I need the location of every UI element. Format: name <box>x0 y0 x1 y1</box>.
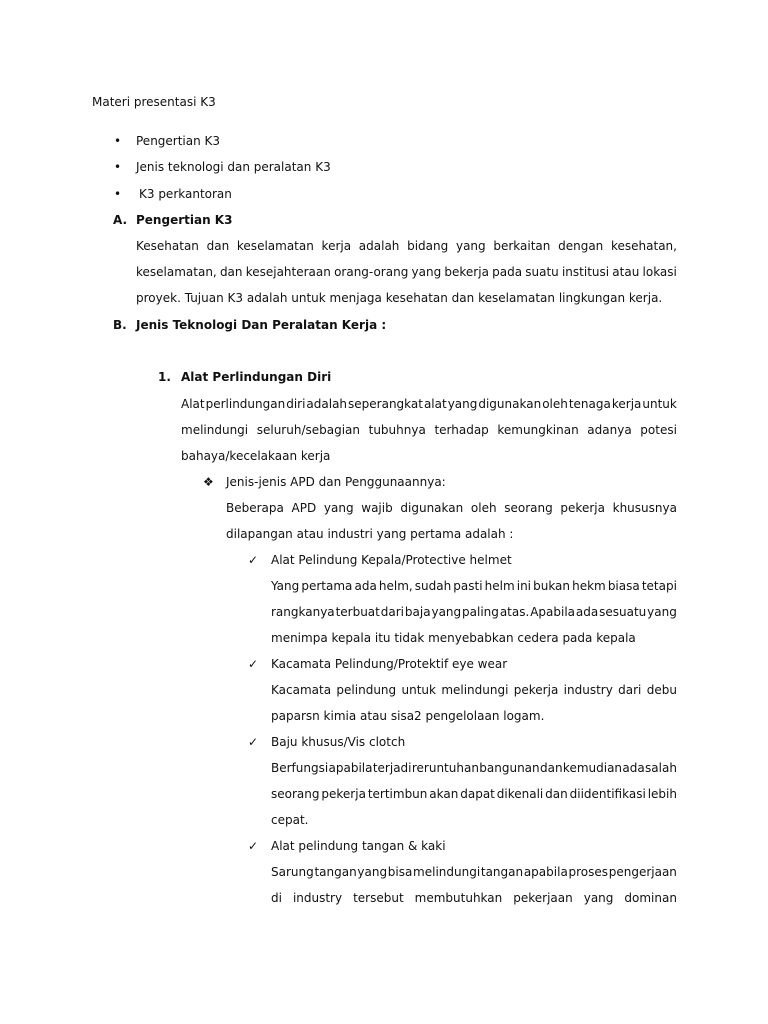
word: sudah <box>414 579 452 593</box>
word: yang <box>647 605 677 619</box>
paragraph-line <box>271 682 677 698</box>
paragraph-line <box>271 604 677 620</box>
word: pekerja <box>513 683 559 697</box>
word: lebih <box>647 787 677 801</box>
word: untuk <box>642 397 677 411</box>
paragraph-line <box>271 864 677 880</box>
word: orang-orang <box>334 265 409 279</box>
word: keselamatan, <box>136 265 217 279</box>
paragraph-line: bahaya/kecelakaan kerja <box>181 449 331 463</box>
word: seluruh/sebagian <box>256 423 361 437</box>
word: Kacamata <box>271 683 332 697</box>
word: untuk <box>401 683 436 697</box>
word: paling <box>462 605 499 619</box>
word: industry <box>563 683 613 697</box>
paragraph-line <box>226 500 677 516</box>
word: lokasi <box>642 265 677 279</box>
word: tenaga <box>568 397 611 411</box>
bullet-marker: • <box>114 160 122 174</box>
word: ada <box>354 579 377 593</box>
word: bisa <box>387 865 413 879</box>
word: atas. <box>499 605 530 619</box>
item-title: Baju khusus/Vis clotch <box>271 735 406 749</box>
word: proses <box>568 865 609 879</box>
word: reruntuhan <box>411 761 479 775</box>
word: tersebut <box>353 891 404 905</box>
word: berkaitan <box>493 239 551 253</box>
item-title: Alat pelindung tangan & kaki <box>271 839 446 853</box>
paragraph-line: cepat. <box>271 813 309 827</box>
outline-item-label: K3 perkantoran <box>139 187 232 201</box>
word: apabila <box>328 761 373 775</box>
word: dapat <box>460 787 495 801</box>
word: seorang <box>271 787 320 801</box>
word: pengerjaan <box>608 865 677 879</box>
word: apabila <box>523 865 568 879</box>
word: ada <box>622 761 645 775</box>
word: diidentifikasi <box>569 787 646 801</box>
word: pada <box>492 265 523 279</box>
word: yang <box>583 891 614 905</box>
paragraph-line <box>136 264 677 280</box>
word: hekm <box>572 579 606 593</box>
word: melindungi <box>441 683 509 697</box>
word: biasa <box>607 579 640 593</box>
word: tangan <box>314 865 357 879</box>
word: yang <box>411 265 442 279</box>
word: yang <box>357 865 388 879</box>
word: kemudian <box>562 761 623 775</box>
outline-item-label: Pengertian K3 <box>136 134 221 148</box>
word: wajib <box>361 501 393 515</box>
word: terhadap <box>434 423 489 437</box>
word: pekerja <box>321 787 366 801</box>
paragraph-line <box>271 578 677 594</box>
word: terbuat <box>335 605 380 619</box>
word: bangunan <box>479 761 540 775</box>
section-marker: B. <box>113 318 127 332</box>
word: helm, <box>378 579 413 593</box>
checkmark-icon: ✓ <box>248 735 259 749</box>
word: bukan <box>533 579 571 593</box>
word: suatu <box>525 265 559 279</box>
word: Kesehatan <box>136 239 199 253</box>
word: tubuhnya <box>368 423 426 437</box>
word: melindungi <box>181 423 249 437</box>
word: dengan <box>558 239 604 253</box>
word: dari <box>380 605 405 619</box>
word: tetapi <box>641 579 677 593</box>
paragraph-line <box>271 760 677 776</box>
word: dan <box>206 239 230 253</box>
document-title: Materi presentasi K3 <box>92 95 216 109</box>
paragraph-line <box>181 422 677 438</box>
word: pekerjaan <box>513 891 573 905</box>
word: sesuatu <box>599 605 647 619</box>
word: keselamatan <box>236 239 314 253</box>
section-heading: Jenis Teknologi Dan Peralatan Kerja : <box>136 318 387 332</box>
word: ini <box>516 579 532 593</box>
word: industry <box>292 891 343 905</box>
word: seperangkat <box>348 397 423 411</box>
word: bekerja <box>444 265 489 279</box>
paragraph-line <box>271 786 677 802</box>
paragraph-line <box>136 238 677 254</box>
word: yang <box>455 239 486 253</box>
word: APD <box>291 501 317 515</box>
word: salah <box>645 761 677 775</box>
word: dari <box>618 683 642 697</box>
word: yang <box>447 397 478 411</box>
word: melindungi <box>413 865 481 879</box>
paragraph-line <box>271 890 677 906</box>
word: ada <box>575 605 599 619</box>
paragraph-line: menimpa kepala itu tidak menyebabkan cedera pada kepala <box>271 631 636 645</box>
word: potesi <box>640 423 677 437</box>
word: pekerja <box>560 501 605 515</box>
checkmark-icon: ✓ <box>248 553 259 567</box>
word: adalah <box>358 239 400 253</box>
numbered-marker: 1. <box>158 370 171 384</box>
word: baja <box>404 605 431 619</box>
word: adanya <box>587 423 632 437</box>
checkmark-icon: ✓ <box>248 839 259 853</box>
word: tertimbun <box>367 787 428 801</box>
paragraph-line <box>181 396 677 412</box>
word: kerja <box>321 239 352 253</box>
word: dan <box>219 265 243 279</box>
word: pertama <box>301 579 353 593</box>
bullet-marker: • <box>114 187 122 201</box>
word: helm <box>484 579 515 593</box>
list-heading: Jenis-jenis APD dan Penggunaannya: <box>226 475 446 489</box>
word: Berfungsi <box>271 761 329 775</box>
word: atau <box>612 265 640 279</box>
word: alat <box>423 397 447 411</box>
word: terjadi <box>372 761 412 775</box>
checkmark-icon: ✓ <box>248 657 259 671</box>
word: kemungkinan <box>497 423 579 437</box>
item-title: Alat Pelindung Kepala/Protective helmet <box>271 553 512 567</box>
subsection-heading: Alat Perlindungan Diri <box>181 370 332 384</box>
word: dominan <box>624 891 677 905</box>
word: pasti <box>453 579 483 593</box>
word: Beberapa <box>226 501 284 515</box>
paragraph-line: proyek. Tujuan K3 adalah untuk menjaga kesehatan dan keselamatan lingkungan kerja. <box>136 291 663 305</box>
section-heading: Pengertian K3 <box>136 213 233 227</box>
word: diri <box>286 397 306 411</box>
bullet-marker: • <box>114 134 122 148</box>
word: debu <box>646 683 677 697</box>
word: oleh <box>470 501 497 515</box>
word: kesejahteraan <box>245 265 331 279</box>
word: rangkanya <box>271 605 335 619</box>
section-marker: A. <box>113 213 128 227</box>
word: akan <box>429 787 459 801</box>
word: dan <box>545 787 568 801</box>
word: Apabila <box>530 605 576 619</box>
word: institusi <box>561 265 610 279</box>
word: Yang <box>271 579 300 593</box>
outline-item-label: Jenis teknologi dan peralatan K3 <box>136 160 331 174</box>
word: kesehatan, <box>610 239 677 253</box>
word: bidang <box>407 239 449 253</box>
word: perlindungan <box>205 397 286 411</box>
word: tangan <box>480 865 524 879</box>
word: yang <box>431 605 462 619</box>
word: dan <box>540 761 563 775</box>
paragraph-line: dilapangan atau industri yang pertama adalah : <box>226 527 514 541</box>
word: oleh <box>542 397 568 411</box>
item-title: Kacamata Pelindung/Protektif eye wear <box>271 657 508 671</box>
paragraph-line: paparsn kimia atau sisa2 pengelolaan logam. <box>271 709 545 723</box>
word: kerja <box>611 397 642 411</box>
word: Sarung <box>271 865 314 879</box>
diamond-bullet-icon: ❖ <box>203 475 214 489</box>
word: membutuhkan <box>414 891 503 905</box>
word: Alat <box>181 397 205 411</box>
word: pelindung <box>336 683 397 697</box>
word: adalah <box>306 397 348 411</box>
word: dikenali <box>496 787 544 801</box>
word: seorang <box>504 501 553 515</box>
word: khususnya <box>612 501 677 515</box>
word: yang <box>323 501 354 515</box>
word: di <box>271 891 282 905</box>
word: digunakan <box>478 397 542 411</box>
word: digunakan <box>400 501 464 515</box>
